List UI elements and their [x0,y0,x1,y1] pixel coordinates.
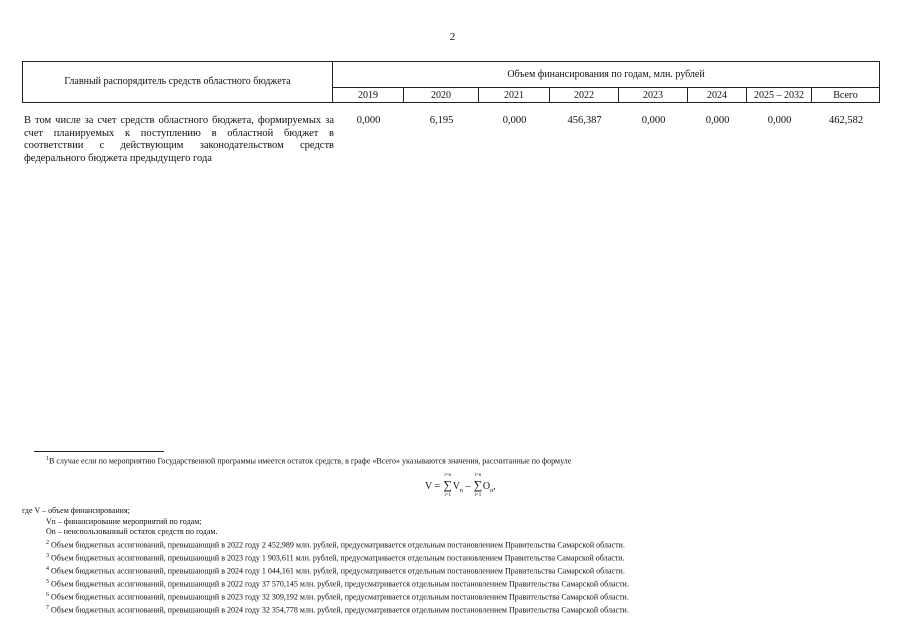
formula-sub: n [490,488,494,494]
row-value: 456,387 [567,115,602,126]
header-year: 2023 [619,88,688,103]
page-number: 2 [449,31,456,43]
footnote-item [22,603,629,616]
sum-symbol-icon: ∑ i=n i=1 [443,473,452,498]
sum-lower: i=1 [474,493,482,498]
footnote-item [22,551,629,564]
where-on: On – неиспользованный остаток средств по годам. [46,527,218,536]
sum-symbol-icon: ∑ i=n i=1 [473,473,483,498]
formula-sub: n [459,488,463,494]
footnote-text: Объем бюджетных ассигнований, превышающий в 2022 году 2 452,989 млн. рублей, предусматривается отдельным постановлением Правительства Самарской области. [51,540,625,550]
footnote-text: Объем бюджетных ассигнований, превышающий в 2024 году 1 044,161 млн. рублей, предусматривается отдельным постановлением Правительства Самарской области. [51,566,625,576]
footnote-item [22,538,629,551]
footnote-mark: 4 [46,565,49,572]
formula-term: O [482,481,491,492]
row-value-total: 462,582 [828,115,864,126]
footnote-mark: 6 [46,592,49,599]
footnote-divider [34,451,164,452]
header-year: 2024 [688,88,747,103]
formula-minus: – [462,481,473,492]
footnote-item [22,564,629,577]
where-v: где V – объем финансирования; [22,506,130,515]
footnote-mark: 3 [46,552,49,559]
header-financing: Объем финансирования по годам, млн. рублей [333,62,880,88]
row-value: 0,000 [356,115,381,126]
row-value: 0,000 [705,115,730,126]
footnote-text: В случае если по мероприятию Государственной программы имеется остаток средств, в графе «Всего» указываются значения, рассчитанные по формуле [49,456,572,466]
footnote-mark: 1 [46,456,49,462]
where-vn: Vn – финансирование мероприятий по годам; [46,516,202,526]
row-description: В том числе за счет средств областного бюджета, формируемых за счет планируемых к поступлению в областной бюджет в соответствии с действующим законодательством средств федерального бюджета предыдущего года [24,115,334,164]
sum-lower: i=1 [444,493,452,498]
footnote-1 [46,456,571,466]
sum-upper: i=n [474,473,482,478]
footnote-text: Объем бюджетных ассигнований, превышающий в 2023 году 32 309,192 млн. рублей, предусматривается отдельным постановлением Правительства Самарской области. [51,592,629,602]
footnote-mark: 7 [46,605,49,612]
formula [425,473,496,498]
sum-upper: i=n [444,473,452,478]
header-year: 2025 – 2032 [747,88,812,103]
formula-tail: , [493,481,496,492]
footnote-text: Объем бюджетных ассигнований, превышающий в 2024 году 32 354,778 млн. рублей, предусматривается отдельным постановлением Правительства Самарской области. [51,605,629,615]
header-total: Всего [812,88,880,103]
footnote-mark: 2 [46,539,49,546]
row-value: 0,000 [641,115,666,126]
financing-table-header [22,61,880,103]
header-year: 2019 [333,88,404,103]
footnote-text: Объем бюджетных ассигнований, превышающий в 2023 году 1 903,611 млн. рублей, предусматривается отдельным постановлением Правительства Самарской области. [51,553,625,563]
header-main-spender: Главный распорядитель средств областного бюджета [23,62,333,103]
footnote-mark: 5 [46,578,49,585]
header-year: 2021 [479,88,550,103]
row-value: 0,000 [502,115,527,126]
footnotes-list [22,506,629,616]
formula-lhs: V = [425,481,443,492]
row-value: 6,195 [429,115,454,126]
row-value: 0,000 [767,115,792,126]
header-year: 2022 [550,88,619,103]
footnote-item [22,577,629,590]
footnote-text: Объем бюджетных ассигнований, превышающий в 2022 году 37 570,145 млн. рублей, предусматривается отдельным постановлением Правительства Самарской области. [51,579,629,589]
footnote-item [22,590,629,603]
header-year: 2020 [404,88,479,103]
formula-term: V [452,481,460,492]
